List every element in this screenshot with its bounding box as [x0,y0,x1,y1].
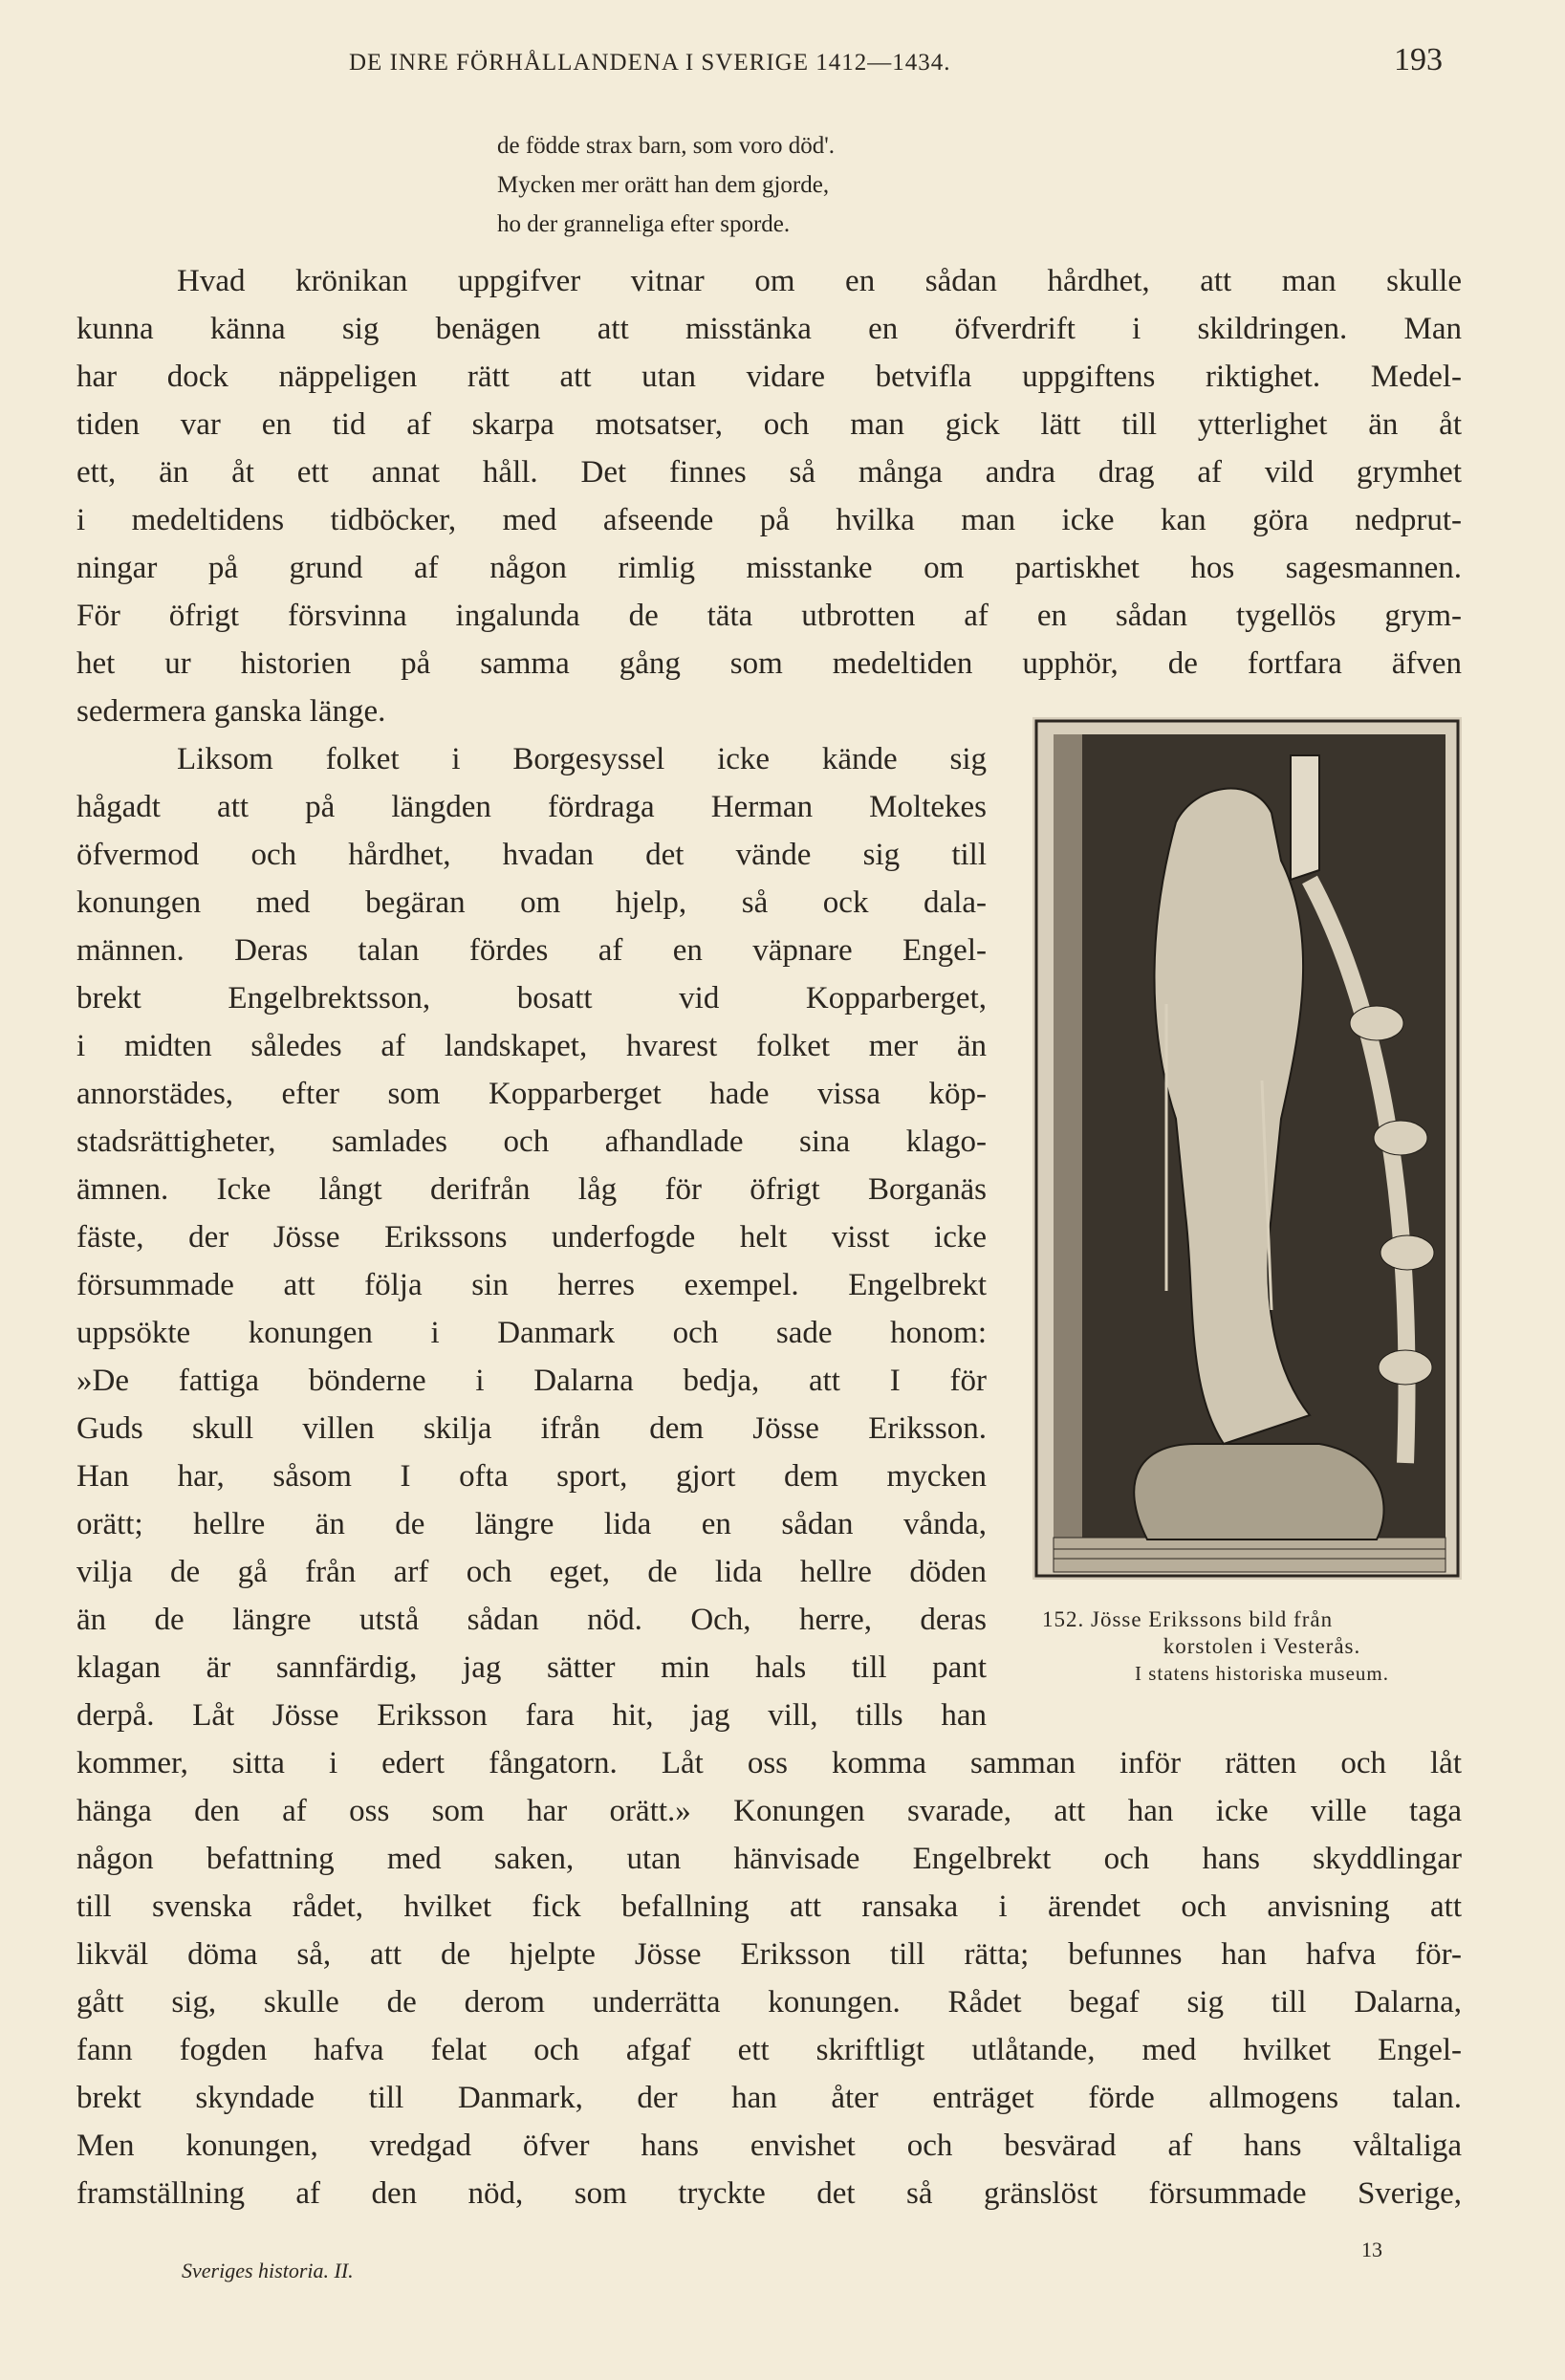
text-line: försummade att följa sin herres exempel. Engelbrekt [76,1268,987,1302]
text-line: tiden var en tid af skarpa motsatser, och man gick lätt till ytterlighet än åt [76,407,1462,442]
text-line: ett, än åt ett annat håll. Det finnes så många andra drag af vild grymhet [76,455,1462,490]
text-line: framställning af den nöd, som tryckte det så gränslöst försummade Sverige, [76,2176,1462,2211]
text-line: orätt; hellre än de längre lida en sådan vånda, [76,1507,987,1541]
paragraph-block-narrow [76,735,987,1739]
text-line: Men konungen, vredgad öfver hans envishet och besvärad af hans våltaliga [76,2129,1462,2163]
text-line: ämnen. Icke långt derifrån låg för öfrigt Borganäs [76,1172,987,1207]
text-line: brekt skyndade till Danmark, der han åter enträget förde allmogens talan. [76,2081,1462,2115]
text-line: Han har, såsom I ofta sport, gjort dem mycken [76,1459,987,1494]
signature-mark: 13 [1361,2238,1382,2261]
text-line: gått sig, skulle de derom underrätta konungen. Rådet begaf sig till Dalarna, [76,1985,1462,2020]
caption-title: 152. Jösse Erikssons bild från [1042,1607,1334,1631]
text-line: klagan är sannfärdig, jag sätter min hals till pant [76,1650,987,1685]
text-line: vilja de gå från arf och eget, de lida hellre döden [76,1555,987,1589]
text-line: hågadt att på längden fördraga Herman Moltekes [76,790,987,824]
paragraph-block-full [76,257,1462,735]
text-line: derpå. Låt Jösse Eriksson fara hit, jag vill, tills han [76,1698,987,1733]
poem-quote [497,126,835,244]
footer-book-title: Sveriges historia. II. [182,2259,354,2282]
text-line: fäste, der Jösse Erikssons underfogde helt visst icke [76,1220,987,1255]
caption-source: I statens historiska museum. [1135,1662,1389,1685]
text-line: fann fogden hafva felat och afgaf ett skriftligt utlåtande, med hvilket Engel- [76,2033,1462,2067]
text-line: uppsökte konungen i Danmark och sade honom: [76,1316,987,1350]
text-line: männen. Deras talan fördes af en väpnare Engel- [76,933,987,968]
text-line: till svenska rådet, hvilket fick befallning att ransaka i ärendet och anvisning att [76,1889,1462,1924]
text-line: likväl döma så, att de hjelpte Jösse Eriksson till rätta; befunnes han hafva för- [76,1937,1462,1972]
text-line: För öfrigt försvinna ingalunda de täta utbrotten af en sådan tygellös grym- [76,599,1462,633]
text-line: stadsrättigheter, samlades och afhandlade sina klago- [76,1124,987,1159]
text-line: än de längre utstå sådan nöd. Och, herre, deras [76,1603,987,1637]
text-line: i midten således af landskapet, hvarest folket mer än [76,1029,987,1063]
text-line: Guds skull villen skilja ifrån dem Jösse Eriksson. [76,1411,987,1446]
caption-location: korstolen i Vesterås. [1163,1634,1361,1658]
text-line: kunna känna sig benägen att misstänka en öfverdrift i skildringen. Man [76,312,1462,346]
page-number: 193 [1394,42,1443,77]
figure-caption [1042,1606,1482,1687]
text-line: Liksom folket i Borgesyssel icke kände sig [177,742,987,776]
poem-line: ho der granneliga efter sporde. [497,211,791,237]
engraving-illustration [1032,717,1462,1580]
text-line: annorstädes, efter som Kopparberget hade vissa köp- [76,1077,987,1111]
text-line: sedermera ganska länge. [76,694,386,729]
text-line: någon befattning med saken, utan hänvisade Engelbrekt och hans skyddlingar [76,1842,1462,1876]
text-line: het ur historien på samma gång som medeltiden upphör, de fortfara äfven [76,646,1462,681]
text-line: Hvad krönikan uppgifver vitnar om en sådan hårdhet, att man skulle [177,264,1462,298]
text-line: brekt Engelbrektsson, bosatt vid Kopparberget, [76,981,987,1015]
text-line: kommer, sitta i edert fångatorn. Låt oss komma samman inför rätten och låt [76,1746,1462,1780]
text-line: »De fattiga bönderne i Dalarna bedja, att I för [76,1364,987,1398]
text-line: öfvermod och hårdhet, hvadan det vände sig till [76,838,987,872]
running-head: DE INRE FÖRHÅLLANDENA I SVERIGE 1412—1434. [349,50,951,76]
poem-line: de födde strax barn, som voro död'. [497,133,836,159]
text-line: i medeltidens tidböcker, med afseende på hvilka man icke kan göra nedprut- [76,503,1462,537]
text-line: har dock näppeligen rätt att utan vidare betvifla uppgiftens riktighet. Medel- [76,360,1462,394]
text-line: ningar på grund af någon rimlig misstanke om partiskhet hos sagesmannen. [76,551,1462,585]
text-line: konungen med begäran om hjelp, så ock dala- [76,885,987,920]
paragraph-block-full-continued [76,1739,1462,2217]
poem-line: Mycken mer orätt han dem gjorde, [497,172,830,198]
text-line: hänga den af oss som har orätt.» Konungen svarade, att han icke ville taga [76,1794,1462,1828]
